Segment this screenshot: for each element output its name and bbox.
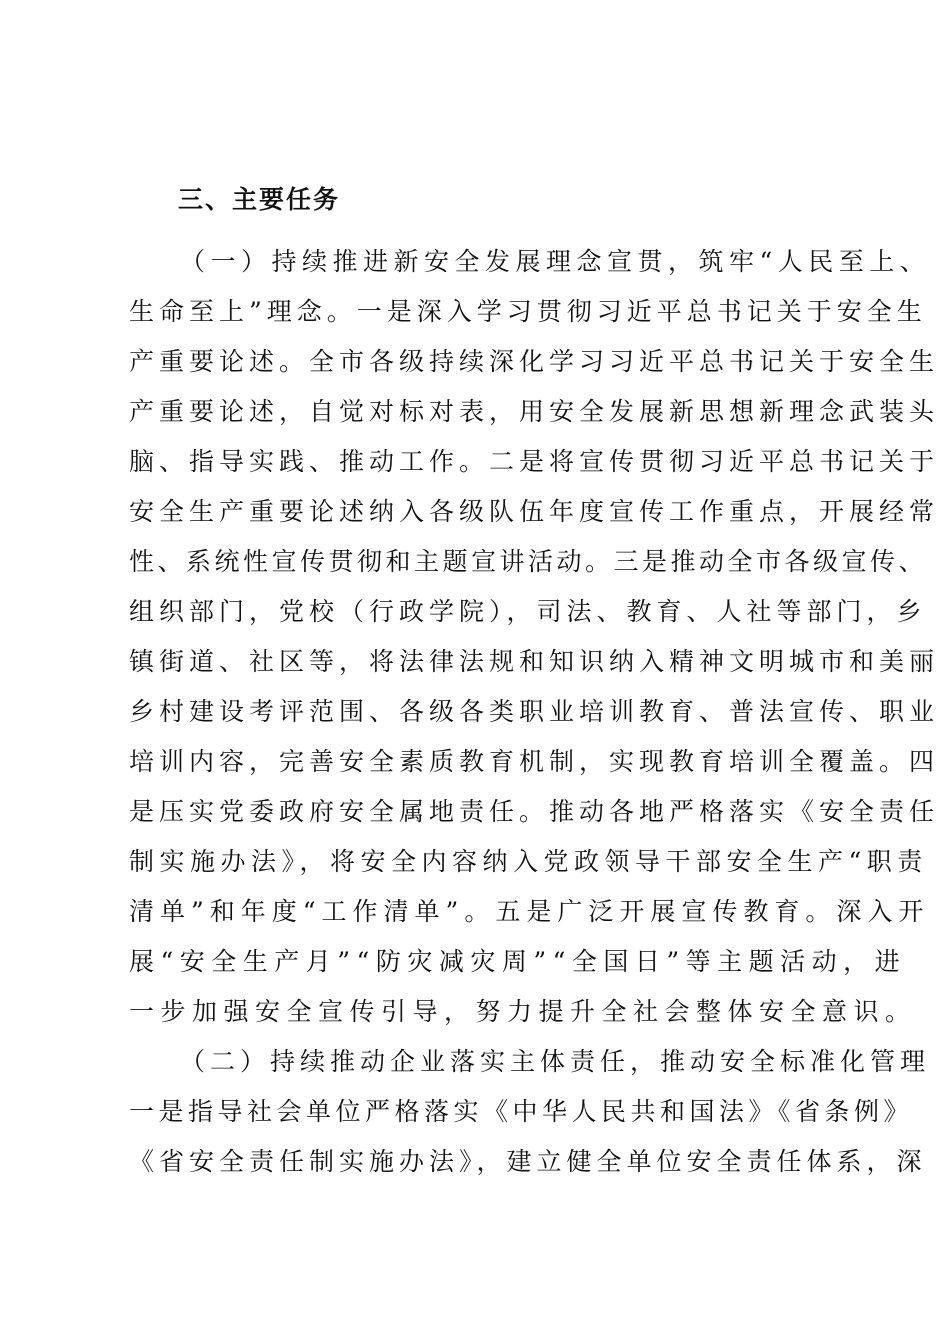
paragraph-2-line-3: 《省安全责任制实施办法》，建立健全单位安全责任体系，深 — [129, 1147, 927, 1176]
paragraph-1-line-8: 组织部门，党校（行政学院），司法、教育、人社等部门，乡 — [129, 597, 927, 626]
paragraph-1-line-1: （一）持续推进新安全发展理念宣贯，筑牢“人民至上、 — [180, 247, 931, 276]
paragraph-1-line-16: 一步加强安全宣传引导，努力提升全社会整体安全意识。 — [129, 997, 917, 1026]
paragraph-1-line-9: 镇街道、社区等，将法律法规和知识纳入精神文明城市和美丽 — [129, 647, 940, 676]
paragraph-1-line-3: 产重要论述。全市各级持续深化学习习近平总书记关于安全生 — [129, 347, 940, 376]
paragraph-1-line-6: 安全生产重要论述纳入各级队伍年度宣传工作重点，开展经常 — [129, 497, 940, 526]
paragraph-1-line-7: 性、系统性宣传贯彻和主题宣讲活动。三是推动全市各级宣传、 — [129, 547, 928, 576]
paragraph-1-line-14: 清单”和年度“工作清单”。五是广泛开展宣传教育。深入开 — [129, 897, 930, 926]
paragraph-2-line-2: 一是指导社会单位严格落实《中华人民共和国法》《省条例》 — [129, 1097, 914, 1126]
paragraph-1-line-2: 生命至上”理念。一是深入学习贯彻习近平总书记关于安全生 — [129, 297, 927, 326]
section-heading: 三、主要任务 — [178, 185, 341, 214]
paragraph-1-line-5: 脑、指导实践、推动工作。二是将宣传贯彻习近平总书记关于 — [129, 447, 940, 476]
paragraph-1-line-12: 是压实党委政府安全属地责任。推动各地严格落实《安全责任 — [129, 797, 940, 826]
paragraph-1-line-4: 产重要论述，自觉对标对表，用安全发展新思想新理念武装头 — [129, 397, 940, 426]
paragraph-1-line-10: 乡村建设考评范围、各级各类职业培训教育、普法宣传、职业 — [129, 697, 940, 726]
paragraph-2-line-1: （二）持续推动企业落实主体责任，推动安全标准化管理 — [180, 1047, 931, 1076]
paragraph-1-line-15: 展“安全生产月”“防灾减灾周”“全国日”等主题活动，进 — [129, 947, 907, 976]
paragraph-1-line-13: 制实施办法》，将安全内容纳入党政领导干部安全生产“职责 — [129, 847, 928, 876]
paragraph-1-line-11: 培训内容，完善安全素质教育机制，实现教育培训全覆盖。四 — [129, 747, 940, 776]
